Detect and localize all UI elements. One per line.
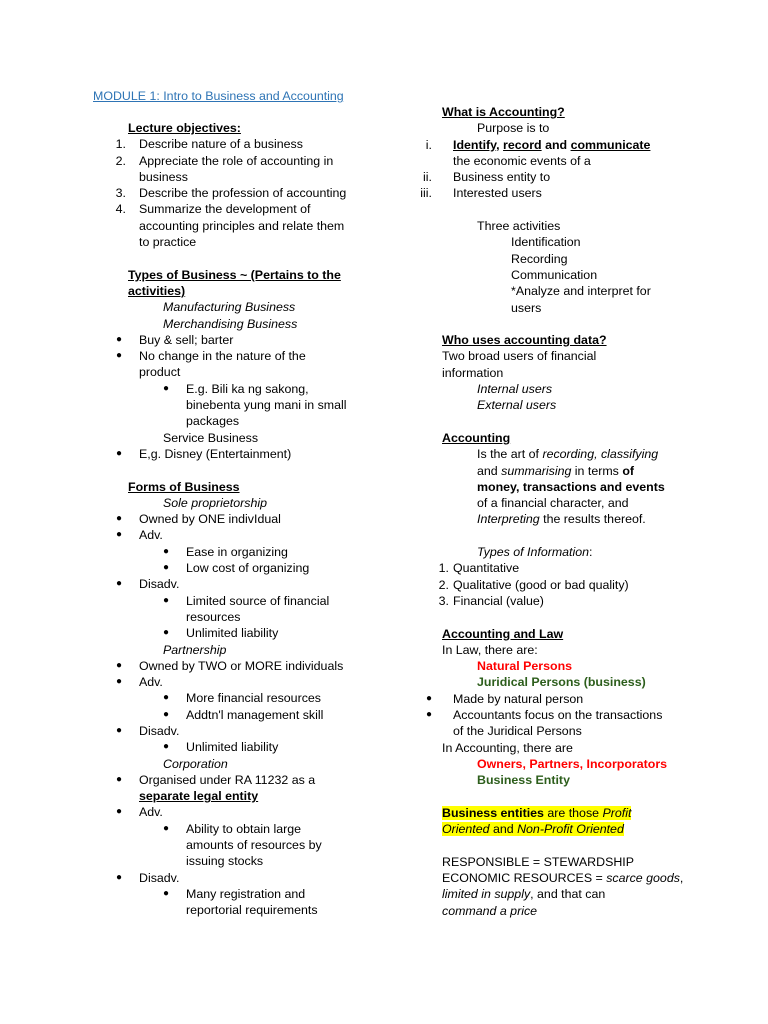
sub-bullet-item: ● Ability to obtain large — [163, 821, 302, 836]
business-entity: Business Entity — [477, 773, 570, 788]
sub-bullet-item: ● Low cost of organizing — [163, 561, 310, 576]
objectives-heading: Lecture objectives: — [128, 121, 241, 135]
bullet-item: ● Organised under RA 11232 as a — [116, 772, 316, 787]
service-label: Service Business — [163, 430, 259, 445]
bullet-item: ● Owned by ONE indivIdual — [116, 512, 281, 527]
document-title: MODULE 1: Intro to Business and Accounting — [93, 89, 344, 103]
manufacturing-label: Manufacturing Business — [163, 300, 296, 315]
sub-bullet-item: ● More financial resources — [163, 691, 321, 706]
merchandising-label: Merchandising Business — [163, 316, 298, 331]
sole-label: Sole proprietorship — [163, 495, 268, 510]
objective-item: 1. Describe nature of a business — [115, 137, 303, 152]
partnership-label: Partnership — [163, 642, 227, 657]
roman-item: iii. Interested users — [420, 186, 542, 201]
bullet-item: ● Disadv. — [116, 870, 180, 885]
objective-item: 2. Appreciate the role of accounting in — [115, 153, 334, 168]
who-uses-heading: Who uses accounting data? — [442, 333, 607, 348]
corporation-label: Corporation — [163, 756, 228, 771]
right-column: What is Accounting? Purpose is to i. Identify, record and communicate the economic events of a ii. Business entity to iii. Interested users Three activities Identification Recording Communication *Analyze and interpret for users Who uses accounting data? Two broad users of financial information Internal users External users Accounting Is the art of recording, classifying and summarising in terms of money, transactions and events of a financial character, and Interpreting the results thereof. Types of Information: 1. Quantitative 2. Qualitative (good or bad quality) 3. Financial (value) Accounting and Law In Law, there are: Natural Persons Juridical Persons (business) ● Made by natural person ● Accountants focus on the transactions of the Juridical Persons In Accounting, there are Owners, Partners, Incorporators Business Entity Business entities are those Profit Oriented and Non-Profit Oriented RESPONSIBLE = STEWARDSHIP ECONOMIC RESOURCES = scarce goods, limited in supply, and that can command a price — [442, 104, 757, 919]
sub-bullet-item: ● Unlimited liability — [163, 626, 279, 641]
what-is-accounting-heading: What is Accounting? — [442, 105, 565, 119]
roman-item: i. Identify, record and communicate — [425, 137, 651, 152]
bullet-item: ● Owned by TWO or MORE individuals — [116, 658, 344, 673]
bullet-item: ● Buy & sell; barter — [116, 332, 234, 347]
bullet-item: ● No change in the nature of the — [116, 349, 306, 364]
sub-bullet-item: ● Addtn'l management skill — [163, 707, 324, 722]
objective-item: 4. Summarize the development of — [115, 202, 311, 217]
bullet-item: ● Adv. — [116, 528, 163, 543]
types-heading: Types of Business ~ (Pertains to the — [128, 267, 341, 282]
left-column: Lecture objectives: 1. Describe nature of a business 2. Appreciate the role of accounting in business 3. Describe the profession of accounting 4. Summarize the development of accounting principles and relate them to practice Types of Business ~ (Pertains to the activities) Manufacturing Business Merchandising Business ● Buy & sell; barter ● No change in the nature of the product ● E.g. Bili ka ng sakong, binebenta yung mani in small packages Service Business ● E,g. Disney (Entertainment) Forms of Business Sole proprietorship ● Owned by ONE indivIdual ● Adv. ● Ease in organizing ● Low cost of organizing ● Disadv. ● Limited source of financial resources ● Unlimited liability Partnership ● Owned by TWO or MORE individuals ● Adv. ● More financial resources ● Addtn'l management skill ● Disadv. ● Unlimited liability Corporation ● Organised under RA 11232 as a separate legal entity ● Adv. ● Ability to obtain large amounts of resources by issuing stocks ● Disadv. ● Many registration and reportorial requirements — [113, 120, 403, 919]
bullet-item: ● Adv. — [116, 675, 163, 690]
bullet-item: ● E,g. Disney (Entertainment) — [116, 446, 292, 461]
sub-bullet-item: ● Many registration and — [163, 886, 306, 901]
accounting-heading: Accounting — [442, 430, 511, 445]
info-type-item: 3. Financial (value) — [438, 593, 544, 608]
accounting-law-heading: Accounting and Law — [442, 626, 564, 641]
highlight-line: Oriented and Non-Profit Oriented — [442, 822, 624, 837]
bullet-item: ● Made by natural person — [426, 691, 584, 706]
roman-item: ii. Business entity to — [423, 170, 551, 185]
natural-persons: Natural Persons — [477, 659, 573, 674]
sub-bullet-item: ● Limited source of financial — [163, 593, 330, 608]
highlight-line: Business entities are those Profit — [442, 805, 632, 820]
bullet-item: ● Accountants focus on the transactions — [426, 707, 663, 722]
juridical-persons: Juridical Persons (business) — [477, 675, 646, 690]
bullet-item: ● Disadv. — [116, 723, 180, 738]
info-type-item: 2. Qualitative (good or bad quality) — [438, 577, 629, 592]
bullet-item: ● Disadv. — [116, 577, 180, 592]
bullet-item: ● Adv. — [116, 805, 163, 820]
sub-bullet-item: ● Ease in organizing — [163, 544, 288, 559]
forms-heading: Forms of Business — [128, 479, 240, 494]
sub-bullet-item: ● E.g. Bili ka ng sakong, — [163, 381, 309, 396]
separate-legal-entity: separate legal entity — [139, 789, 259, 804]
owners-partners: Owners, Partners, Incorporators — [477, 756, 668, 771]
info-type-item: 1. Quantitative — [438, 561, 520, 576]
objective-item: 3. Describe the profession of accounting — [115, 186, 347, 201]
sub-bullet-item: ● Unlimited liability — [163, 740, 279, 755]
